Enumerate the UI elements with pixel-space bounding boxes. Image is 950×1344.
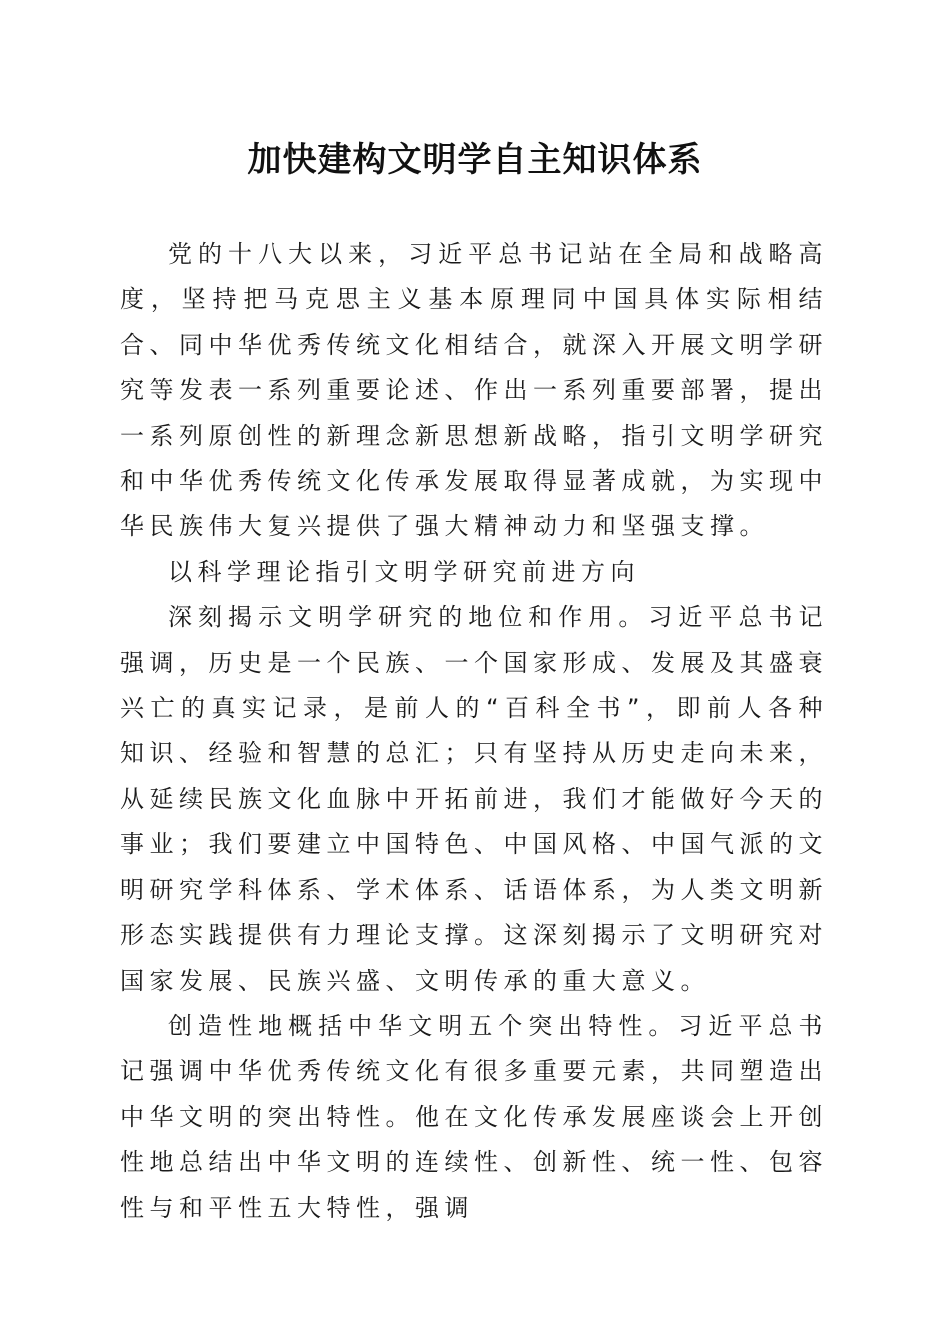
paragraph-characteristics: 创造性地概括中华文明五个突出特性。习近平总书记强调中华优秀传统文化有很多重要元素，共同塑造出中华文明的突出特性。他在文化传承发展座谈会上开创性地总结出中华文明的连续性、创新性、统一性、包容性与和平性五大特性，强调 [120,1011,828,1222]
paragraph-intro: 党的十八大以来，习近平总书记站在全局和战略高度，坚持把马克思主义基本原理同中国具体实际相结合、同中华优秀传统文化相结合，就深入开展文明学研究等发表一系列重要论述、作出一系列重要部署，提出一系列原创性的新理念新思想新战略，指引文明学研究和中华优秀传统文化传承发展取得显著成就，为实现中华民族伟大复兴提供了强大精神动力和坚强支撑。 [120,240,828,541]
document-title: 加快建构文明学自主知识体系 [247,140,703,180]
document-body [120,232,828,1231]
section-heading: 以科学理论指引文明学研究前进方向 [168,557,640,586]
paragraph-role: 深刻揭示文明学研究的地位和作用。习近平总书记强调，历史是一个民族、一个国家形成、发展及其盛衰兴亡的真实记录，是前人的“百科全书”，即前人各种知识、经验和智慧的总汇；只有坚持从历史走向未来，从延续民族文化血脉中开拓前进，我们才能做好今天的事业；我们要建立中国特色、中国风格、中国气派的文明研究学科体系、学术体系、话语体系，为人类文明新形态实践提供有力理论支撑。这深刻揭示了文明研究对国家发展、民族兴盛、文明传承的重大意义。 [120,603,828,995]
